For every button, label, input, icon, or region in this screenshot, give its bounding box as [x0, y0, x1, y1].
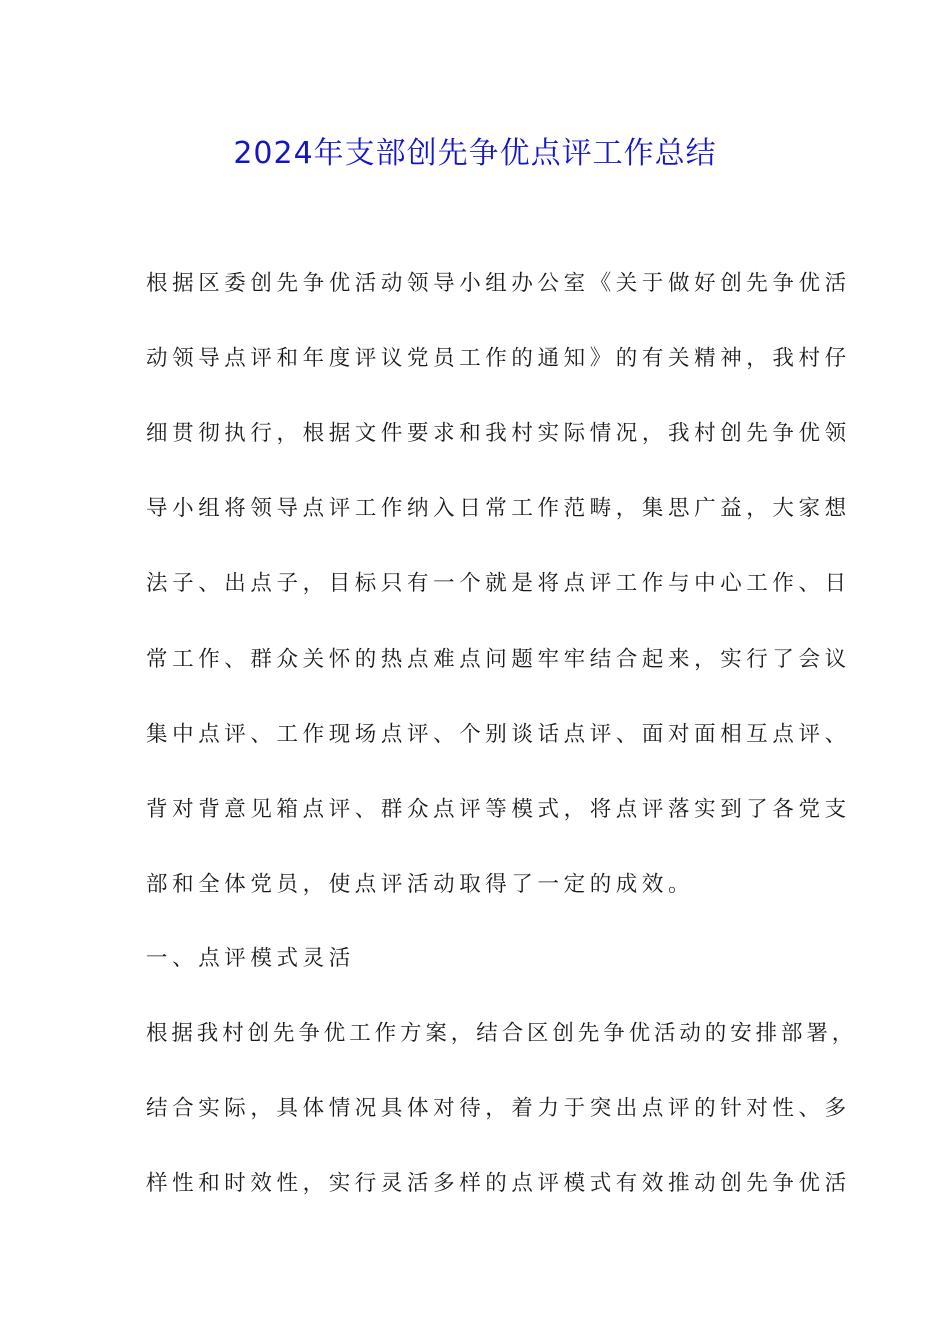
paragraph-line: 根据区委创先争优活动领导小组办公室《关于做好创先争优活 [146, 271, 851, 296]
section-heading: 一、点评模式灵活 [146, 946, 355, 971]
paragraph-line: 集中点评、工作现场点评、个别谈话点评、面对面相互点评、 [146, 722, 851, 747]
paragraph-line: 导小组将领导点评工作纳入日常工作范畴，集思广益，大家想 [146, 496, 851, 521]
paragraph-line: 结合实际，具体情况具体对待，着力于突出点评的针对性、多 [146, 1096, 851, 1121]
paragraph-line: 动领导点评和年度评议党员工作的通知》的有关精神，我村仔 [146, 346, 851, 371]
paragraph-line: 样性和时效性，实行灵活多样的点评模式有效推动创先争优活 [146, 1171, 851, 1196]
document-title: 2024年支部创先争优点评工作总结 [233, 136, 717, 171]
paragraph-line: 根据我村创先争优工作方案，结合区创先争优活动的安排部署， [146, 1021, 858, 1046]
paragraph-line: 法子、出点子，目标只有一个就是将点评工作与中心工作、日 [146, 571, 851, 596]
paragraph-line: 部和全体党员，使点评活动取得了一定的成效。 [146, 872, 695, 897]
paragraph-line: 背对背意见箱点评、群众点评等模式，将点评落实到了各党支 [146, 797, 851, 822]
paragraph-line: 细贯彻执行，根据文件要求和我村实际情况，我村创先争优领 [146, 421, 851, 446]
paragraph-line: 常工作、群众关怀的热点难点问题牢牢结合起来，实行了会议 [146, 647, 851, 672]
